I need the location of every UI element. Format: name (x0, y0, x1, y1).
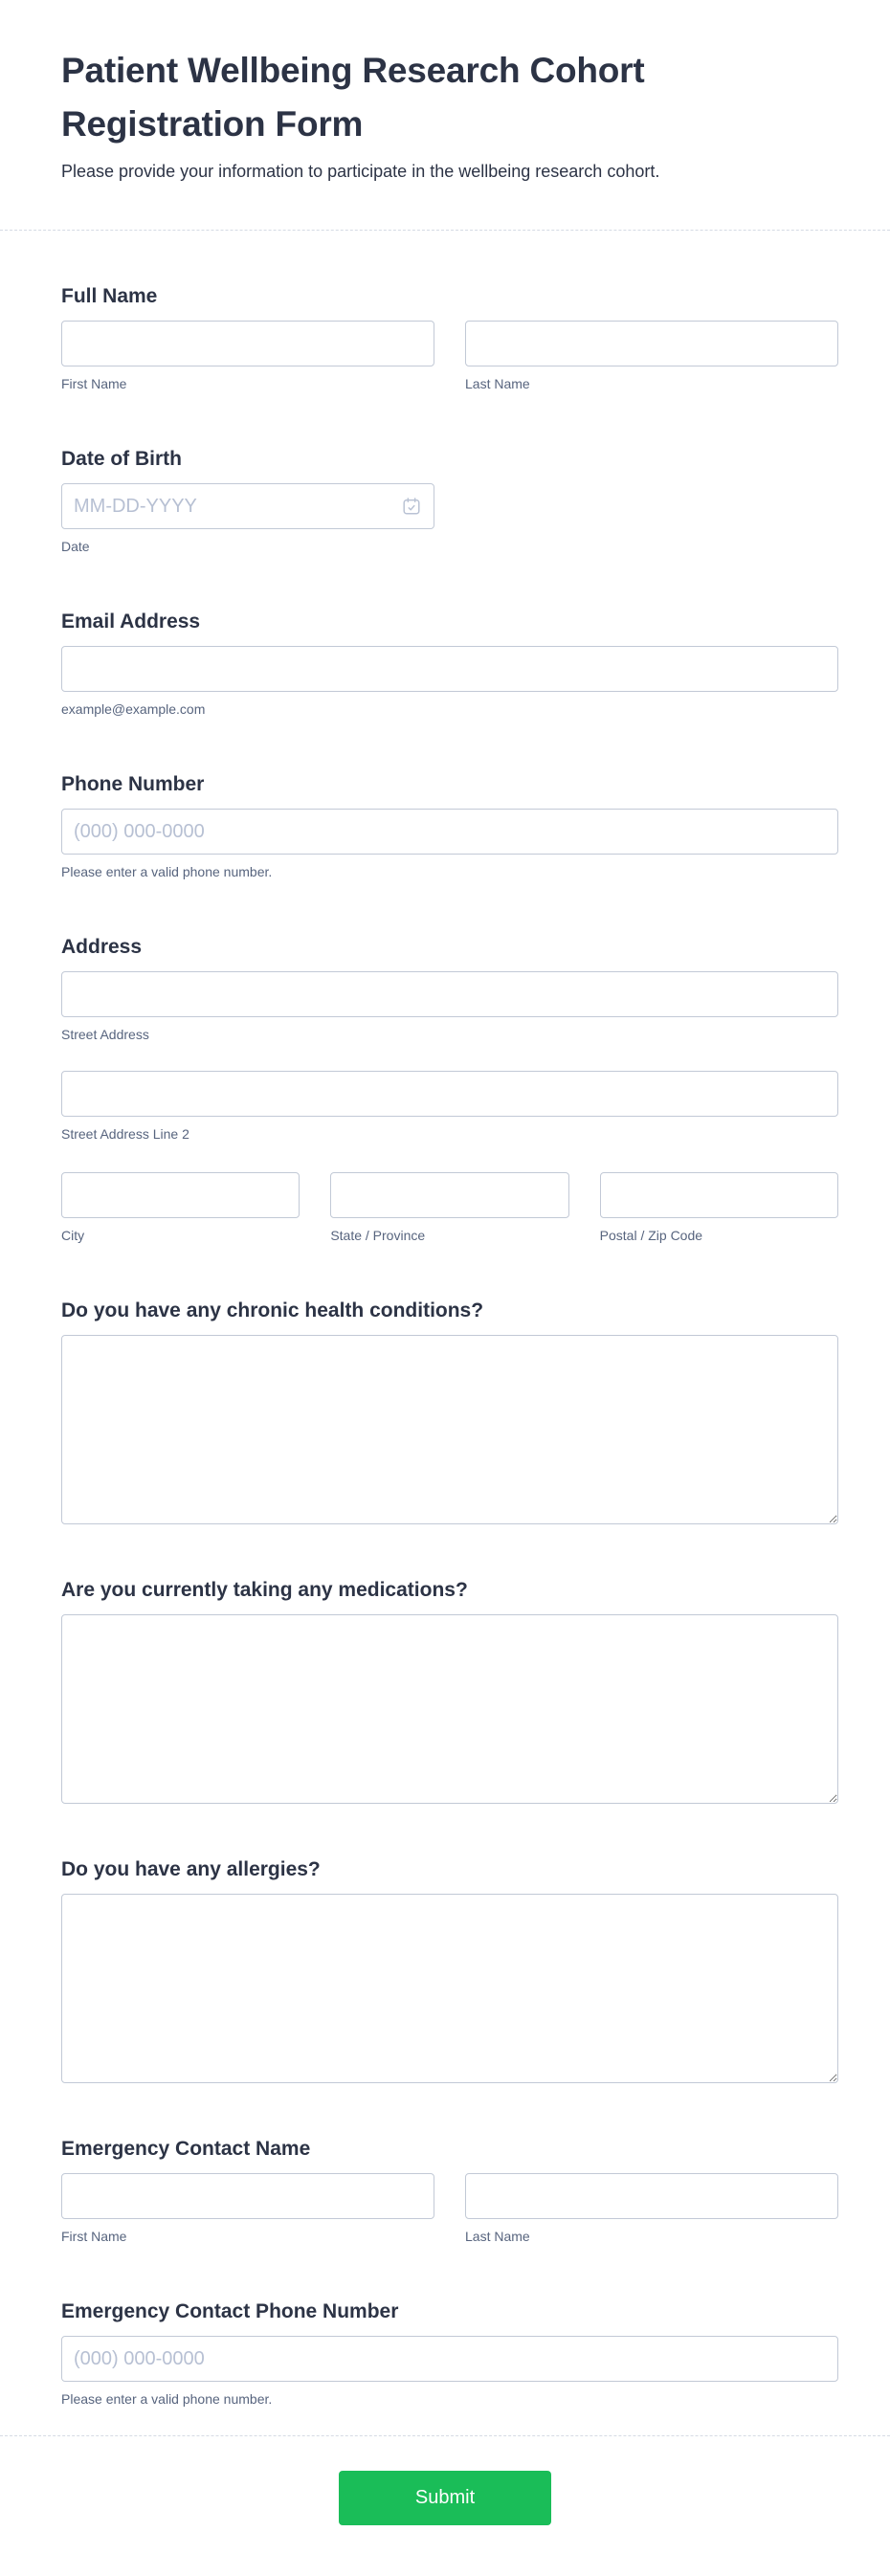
address-cell (61, 1172, 300, 1245)
city-input[interactable] (61, 1172, 300, 1218)
field-sublabel: Date (61, 539, 90, 554)
allergies-textarea[interactable] (61, 1894, 838, 2083)
first-name-input[interactable] (61, 321, 434, 366)
name-row (61, 2173, 838, 2246)
field-email-address (61, 610, 838, 719)
field-sublabel: First Name (61, 2229, 127, 2244)
field-sublabel: Street Address (61, 1027, 149, 1042)
form-header (0, 0, 890, 231)
street-address-line-2-input[interactable] (61, 1071, 838, 1117)
field-full-name (61, 284, 838, 393)
street-address-input[interactable] (61, 971, 838, 1017)
field-sublabel: Please enter a valid phone number. (61, 2391, 273, 2407)
question-label: Do you have any chronic health conditions? (61, 1299, 484, 1321)
name-cell (61, 321, 434, 393)
field-sublabel: Street Address Line 2 (61, 1126, 189, 1142)
question-label: Emergency Contact Phone Number (61, 2300, 399, 2322)
field-address (61, 935, 838, 1245)
date-input-wrap (61, 483, 434, 529)
address-cell (600, 1172, 838, 1245)
field-allergies (61, 1857, 838, 2083)
field-emergency-contact-phone-number (61, 2299, 838, 2409)
phone-number-input[interactable] (61, 809, 838, 855)
name-cell (61, 2173, 434, 2246)
current-medications-textarea[interactable] (61, 1614, 838, 1804)
submit-section (0, 2435, 890, 2576)
calendar-icon[interactable] (401, 496, 422, 517)
emergency-last-name-input[interactable] (465, 2173, 838, 2219)
state-province-input[interactable] (330, 1172, 568, 1218)
form-title: Patient Wellbeing Research Cohort Registration Form (61, 51, 645, 144)
address-row (61, 1172, 838, 1245)
field-date-of-birth (61, 447, 838, 556)
field-sublabel: First Name (61, 376, 127, 391)
form-body (0, 284, 890, 2435)
name-row (61, 321, 838, 393)
field-sublabel: City (61, 1228, 85, 1243)
submit-button[interactable]: Submit (339, 2471, 551, 2525)
question-label: Date of Birth (61, 448, 182, 470)
name-cell (465, 2173, 838, 2246)
field-sublabel: example@example.com (61, 701, 206, 717)
field-sublabel: Postal / Zip Code (599, 1228, 703, 1243)
address-cell (330, 1172, 568, 1245)
field-emergency-contact-name (61, 2137, 838, 2246)
field-sublabel: Last Name (465, 376, 530, 391)
last-name-input[interactable] (465, 321, 838, 366)
question-label: Are you currently taking any medications? (61, 1579, 468, 1601)
postal-zip-code-input[interactable] (600, 1172, 838, 1218)
question-label: Address (61, 936, 143, 958)
field-sublabel: Last Name (465, 2229, 530, 2244)
emergency-first-name-input[interactable] (61, 2173, 434, 2219)
name-cell (465, 321, 838, 393)
question-label: Phone Number (61, 773, 205, 795)
question-label: Email Address (61, 611, 201, 633)
question-label: Do you have any allergies? (61, 1858, 321, 1880)
date-of-birth-input[interactable] (61, 483, 434, 529)
field-current-medications (61, 1578, 838, 1804)
question-label: Emergency Contact Name (61, 2138, 311, 2160)
field-phone-number (61, 772, 838, 881)
chronic-health-conditions-textarea[interactable] (61, 1335, 838, 1524)
question-label: Full Name (61, 285, 158, 307)
email-address-input[interactable] (61, 646, 838, 692)
emergency-contact-phone-number-input[interactable] (61, 2336, 838, 2382)
field-chronic-health-conditions (61, 1299, 838, 1524)
field-sublabel: Please enter a valid phone number. (61, 864, 273, 879)
form-subtitle: Please provide your information to participate in the wellbeing research cohort. (61, 162, 660, 181)
field-sublabel: State / Province (330, 1228, 426, 1243)
